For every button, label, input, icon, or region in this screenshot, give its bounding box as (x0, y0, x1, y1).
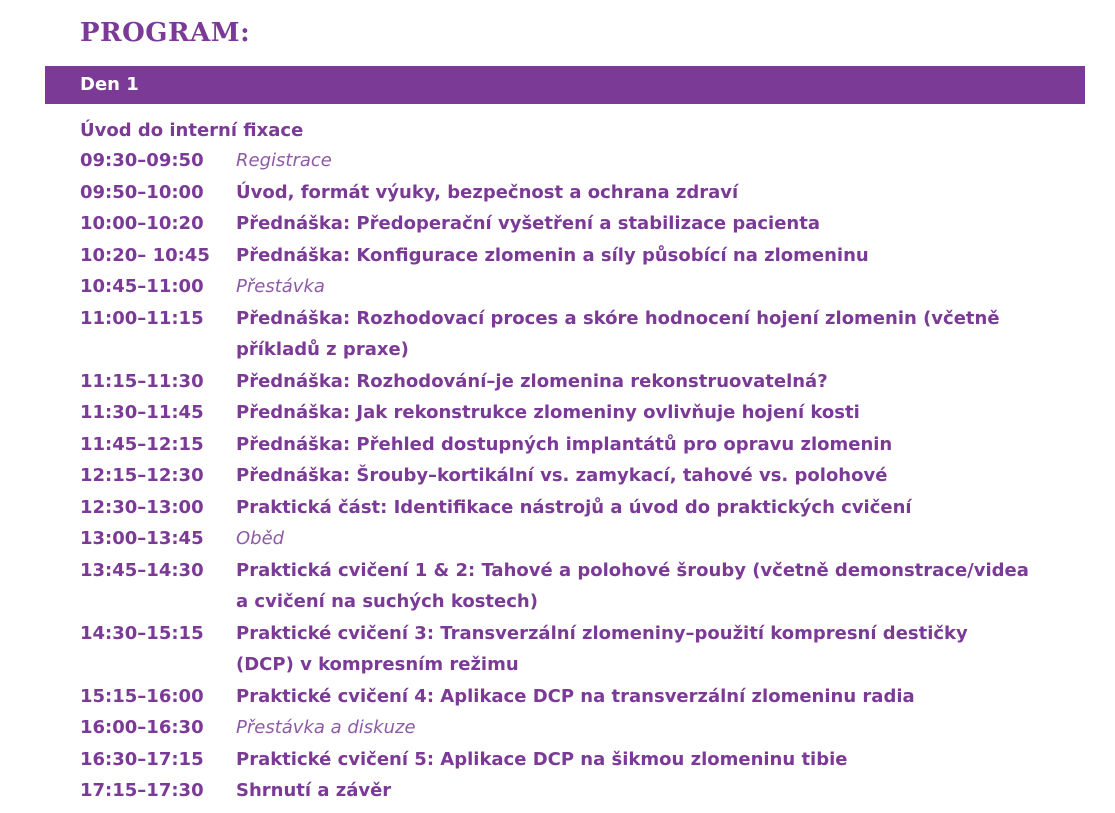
schedule-row (80, 460, 1040, 492)
schedule-time: 12:15–12:30 (80, 465, 204, 486)
schedule-description: Shrnutí a závěr (236, 780, 392, 801)
day-header-bar (45, 66, 1085, 104)
schedule-row (80, 712, 1040, 744)
schedule-description: Přednáška: Přehled dostupných implantátů pro opravu zlomenin (236, 433, 893, 455)
schedule-list (80, 145, 1040, 807)
schedule-description: Přestávka a diskuze (236, 717, 416, 738)
schedule-time: 09:30–09:50 (80, 150, 204, 171)
schedule-time: 13:00–13:45 (80, 528, 204, 549)
schedule-description: Registrace (236, 150, 332, 171)
schedule-description: Přestávka (236, 276, 325, 297)
schedule-row (80, 555, 1040, 618)
schedule-row (80, 618, 1040, 681)
schedule-time: 12:30–13:00 (80, 496, 204, 518)
schedule-description: Praktická cvičení 1 & 2: Tahové a polohové šrouby (včetně demonstrace/videa a cvičení na suchých kostech) (236, 559, 1029, 612)
schedule-time: 11:45–12:15 (80, 433, 204, 455)
schedule-description: Přednáška: Rozhodovací proces a skóre hodnocení hojení zlomenin (včetně příkladů z praxe) (236, 307, 1000, 360)
schedule-time: 11:30–11:45 (80, 402, 204, 423)
schedule-time: 16:30–17:15 (80, 748, 204, 770)
schedule-row (80, 145, 1040, 177)
schedule-time: 11:00–11:15 (80, 307, 204, 329)
schedule-row (80, 303, 1040, 366)
schedule-row (80, 397, 1040, 429)
schedule-time: 09:50–10:00 (80, 181, 204, 203)
schedule-row (80, 681, 1040, 713)
schedule-time: 10:00–10:20 (80, 213, 204, 234)
schedule-time: 10:45–11:00 (80, 276, 204, 297)
schedule-description: Praktické cvičení 3: Transverzální zlomeniny–použití kompresní destičky (DCP) v kompresním režimu (236, 622, 968, 675)
schedule-time: 16:00–16:30 (80, 717, 204, 738)
schedule-row (80, 366, 1040, 398)
schedule-time: 10:20– 10:45 (80, 244, 210, 266)
schedule-time: 14:30–15:15 (80, 622, 204, 644)
schedule-description: Přednáška: Šrouby–kortikální vs. zamykací, tahové vs. polohové (236, 465, 888, 486)
schedule-time: 11:15–11:30 (80, 370, 204, 392)
schedule-description: Oběd (236, 528, 285, 549)
schedule-row (80, 271, 1040, 303)
page-title: PROGRAM: (80, 18, 251, 48)
schedule-time: 13:45–14:30 (80, 559, 204, 581)
schedule-row (80, 492, 1040, 524)
schedule-description: Přednáška: Jak rekonstrukce zlomeniny ovlivňuje hojení kosti (236, 402, 860, 423)
schedule-description: Praktické cvičení 4: Aplikace DCP na transverzální zlomeninu radia (236, 685, 915, 707)
schedule-description: Přednáška: Rozhodování–je zlomenina rekonstruovatelná? (236, 370, 828, 392)
schedule-description: Praktické cvičení 5: Aplikace DCP na šikmou zlomeninu tibie (236, 748, 848, 770)
day-label: Den 1 (80, 74, 139, 95)
schedule-row (80, 240, 1040, 272)
schedule-row (80, 523, 1040, 555)
schedule-row (80, 177, 1040, 209)
schedule-row (80, 775, 1040, 807)
schedule-description: Přednáška: Konfigurace zlomenin a síly působící na zlomeninu (236, 244, 869, 266)
schedule-description: Úvod, formát výuky, bezpečnost a ochrana zdraví (236, 181, 739, 203)
schedule-row (80, 429, 1040, 461)
schedule-description: Přednáška: Předoperační vyšetření a stabilizace pacienta (236, 213, 820, 234)
schedule-description: Praktická část: Identifikace nástrojů a úvod do praktických cvičení (236, 496, 912, 518)
schedule-row (80, 208, 1040, 240)
section-title: Úvod do interní fixace (80, 120, 304, 141)
schedule-time: 15:15–16:00 (80, 685, 204, 707)
schedule-time: 17:15–17:30 (80, 780, 204, 801)
schedule-row (80, 744, 1040, 776)
